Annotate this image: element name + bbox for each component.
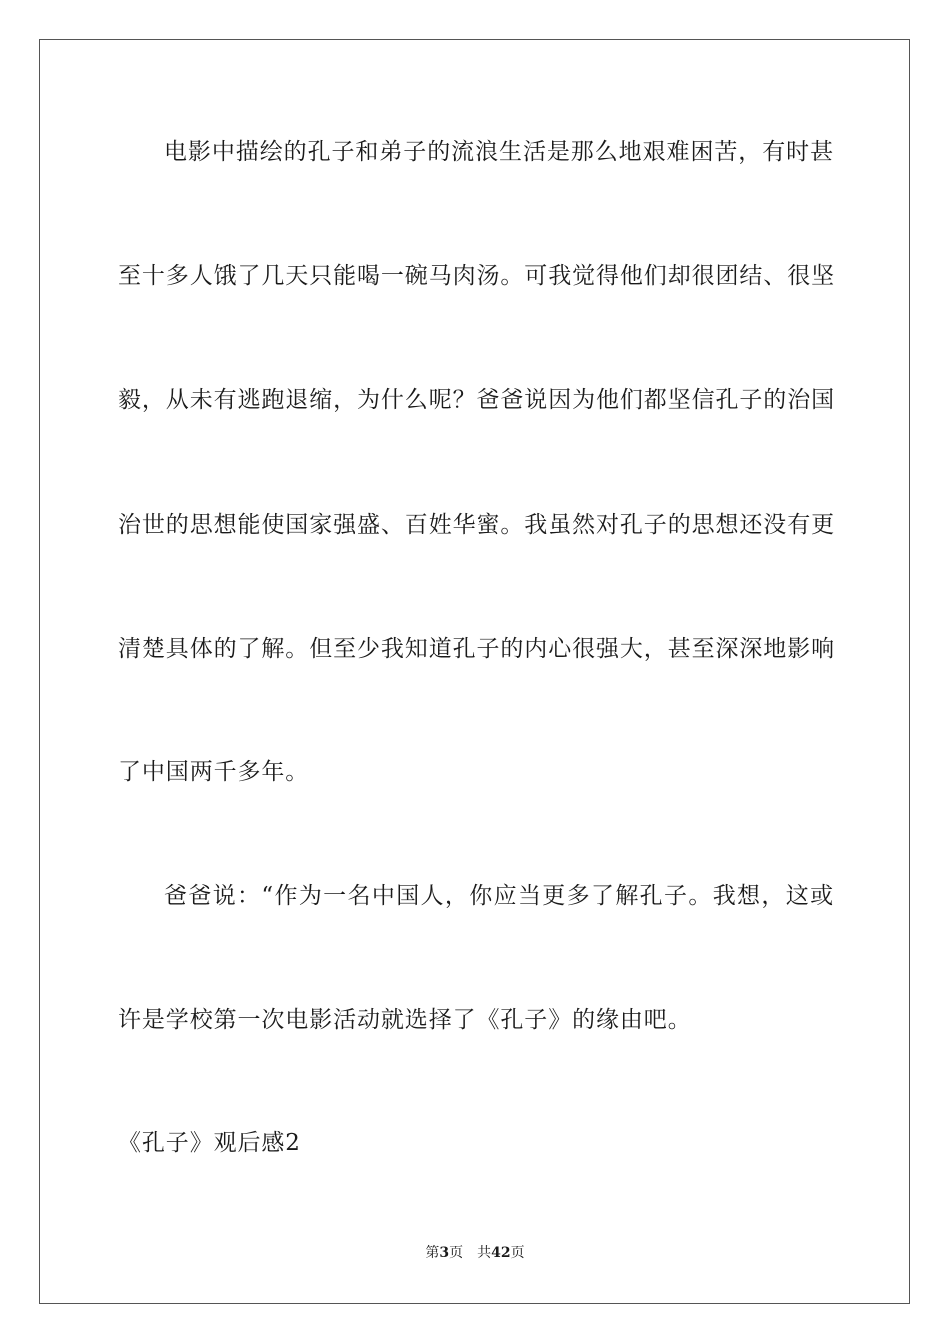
section-heading: 《孔子》观后感2 — [118, 1130, 301, 1156]
page-frame — [39, 39, 910, 1304]
total-pages-number: 42 — [491, 1245, 511, 1261]
paragraph-1-line-6: 了中国两千多年。 — [118, 759, 310, 785]
paragraph-1-line-2: 至十多人饿了几天只能喝一碗马肉汤。可我觉得他们却很团结、很坚 — [118, 263, 835, 289]
page-prefix: 第 — [425, 1245, 440, 1261]
paragraph-1-line-1: 电影中描绘的孔子和弟子的流浪生活是那么地艰难困苦，有时甚 — [164, 139, 834, 165]
page-suffix: 页 — [449, 1245, 464, 1261]
paragraph-1-line-4: 治世的思想能使国家强盛、百姓华蜜。我虽然对孔子的思想还没有更 — [118, 512, 835, 538]
page-footer — [0, 1243, 950, 1263]
paragraph-2-line-1: 爸爸说：“作为一名中国人，你应当更多了解孔子。我想，这或 — [164, 883, 834, 909]
paragraph-1-line-3: 毅，从未有逃跑退缩，为什么呢？爸爸说因为他们都坚信孔子的治国 — [118, 387, 835, 413]
total-prefix: 共 — [477, 1245, 492, 1261]
paragraph-1-line-5: 清楚具体的了解。但至少我知道孔子的内心很强大，甚至深深地影响 — [118, 636, 835, 662]
current-page-number: 3 — [439, 1245, 450, 1261]
total-suffix: 页 — [510, 1245, 525, 1261]
paragraph-2-line-2: 许是学校第一次电影活动就选择了《孔子》的缘由吧。 — [118, 1007, 692, 1033]
